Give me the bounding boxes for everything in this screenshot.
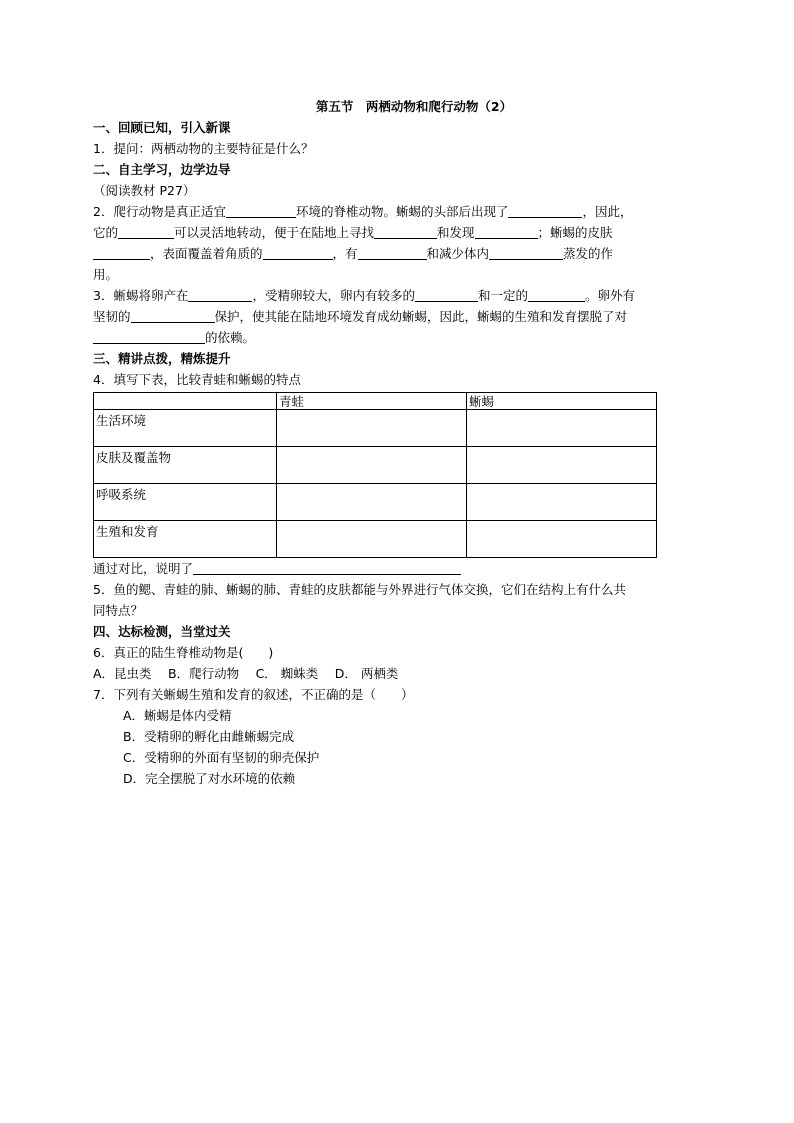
- table-row: [94, 521, 657, 558]
- section-heading-1: 一、回顾已知，引入新课: [93, 120, 231, 135]
- question-2-text: 和减少体内: [426, 246, 490, 261]
- section-heading-4: 四、达标检测，当堂过关: [93, 624, 231, 639]
- question-7: 7．下列有关蜥蜴生殖和发育的叙述，不正确的是（ ）: [93, 687, 414, 702]
- question-2-line-2: [93, 222, 705, 243]
- fill-blank[interactable]: [415, 288, 478, 302]
- table-row: [94, 447, 657, 484]
- comparison-table: [93, 392, 657, 558]
- question-3-text: 的依赖。: [205, 330, 256, 345]
- conclusion-line: [93, 558, 705, 579]
- question-2-text: ；蜥蜴的皮肤: [537, 225, 613, 240]
- question-2-text: 和发现: [437, 225, 475, 240]
- question-7-option-d: D．完全摆脱了对水环境的依赖: [123, 771, 296, 786]
- question-2-line-1: [93, 201, 705, 222]
- fill-blank[interactable]: [226, 204, 296, 218]
- worksheet: [93, 96, 705, 789]
- fill-blank[interactable]: [93, 330, 205, 344]
- question-7-option-a: A．蜥蜴是体内受精: [123, 708, 232, 723]
- table-cell-lizard[interactable]: [467, 447, 657, 484]
- question-2-line-3: [93, 243, 705, 264]
- section-heading-2: 二、自主学习，边学边导: [93, 162, 231, 177]
- table-cell-lizard[interactable]: [467, 410, 657, 447]
- question-2-text: ，因此，: [582, 204, 633, 219]
- table-header-lizard: 蜥蜴: [467, 393, 657, 410]
- question-3-text: 和一定的: [477, 288, 528, 303]
- fill-blank[interactable]: [475, 225, 538, 239]
- fill-blank[interactable]: [263, 246, 333, 260]
- question-7-option-c: C．受精卵的外面有坚韧的卵壳保护: [123, 750, 320, 765]
- question-6: 6．真正的陆生脊椎动物是( ): [93, 645, 274, 660]
- reading-note: （阅读教材 P27）: [93, 183, 196, 198]
- question-6-options: A．昆虫类 B．爬行动物 C． 蜘蛛类 D． 两栖类: [93, 666, 399, 681]
- fill-blank[interactable]: [118, 225, 174, 239]
- table-row-label: 皮肤及覆盖物: [94, 447, 277, 484]
- fill-blank[interactable]: [131, 309, 215, 323]
- question-3-text: 3．蜥蜴将卵产在: [93, 288, 189, 303]
- conclusion-text: 通过对比，说明了: [93, 561, 194, 576]
- question-7-option-b: B．受精卵的孵化由雌蜥蜴完成: [123, 729, 295, 744]
- question-3-line-2: [93, 306, 705, 327]
- table-header-row: [94, 393, 657, 410]
- fill-blank[interactable]: [374, 225, 437, 239]
- question-3-text: 保护，使其能在陆地环境发育成幼蜥蜴，因此，蜥蜴的生殖和发育摆脱了对: [214, 309, 628, 324]
- question-2-text: 可以灵活地转动，便于在陆地上寻找: [174, 225, 375, 240]
- question-3-text: 坚韧的: [93, 309, 131, 324]
- fill-blank[interactable]: [193, 561, 461, 575]
- fill-blank[interactable]: [188, 288, 252, 302]
- fill-blank[interactable]: [508, 204, 582, 218]
- table-row-label: 呼吸系统: [94, 484, 277, 521]
- table-cell-frog[interactable]: [277, 410, 467, 447]
- table-header-frog: 青蛙: [277, 393, 467, 410]
- table-cell-frog[interactable]: [277, 484, 467, 521]
- question-3-line-3: [93, 327, 705, 348]
- table-cell-lizard[interactable]: [467, 521, 657, 558]
- question-4: 4．填写下表，比较青蛙和蜥蜴的特点: [93, 372, 301, 387]
- table-cell-frog[interactable]: [277, 447, 467, 484]
- table-header-blank: [94, 393, 277, 410]
- question-5-line-1: 5．鱼的鳃、青蛙的肺、蜥蜴的肺、青蛙的皮肤都能与外界进行气体交换，它们在结构上有什么共: [93, 582, 626, 597]
- table-cell-lizard[interactable]: [467, 484, 657, 521]
- question-2-text: ，有: [332, 246, 358, 261]
- question-5-line-2: 同特点？: [93, 603, 144, 618]
- question-2-text: 环境的脊椎动物。蜥蜴的头部后出现了: [295, 204, 509, 219]
- question-3-text: 。卵外有: [585, 288, 636, 303]
- table-row: [94, 484, 657, 521]
- table-row-label: 生殖和发育: [94, 521, 277, 558]
- fill-blank[interactable]: [358, 246, 427, 260]
- table-row: [94, 410, 657, 447]
- question-1: 1．提问：两栖动物的主要特征是什么？: [93, 141, 314, 156]
- question-2-text: ，表面覆盖着角质的: [150, 246, 263, 261]
- page-title: 第五节 两栖动物和爬行动物（2）: [315, 99, 513, 114]
- fill-blank[interactable]: [489, 246, 563, 260]
- section-heading-3: 三、精讲点拨，精炼提升: [93, 351, 231, 366]
- fill-blank[interactable]: [528, 288, 585, 302]
- question-2-text: 2．爬行动物是真正适宜: [93, 204, 226, 219]
- question-2-text: 蒸发的作: [563, 246, 614, 261]
- fill-blank[interactable]: [93, 246, 150, 260]
- question-3-text: ，受精卵较大，卵内有较多的: [252, 288, 415, 303]
- table-cell-frog[interactable]: [277, 521, 467, 558]
- question-3-line-1: [93, 285, 705, 306]
- table-row-label: 生活环境: [94, 410, 277, 447]
- question-2-text: 它的: [93, 225, 119, 240]
- question-2-line-4: 用。: [93, 267, 119, 282]
